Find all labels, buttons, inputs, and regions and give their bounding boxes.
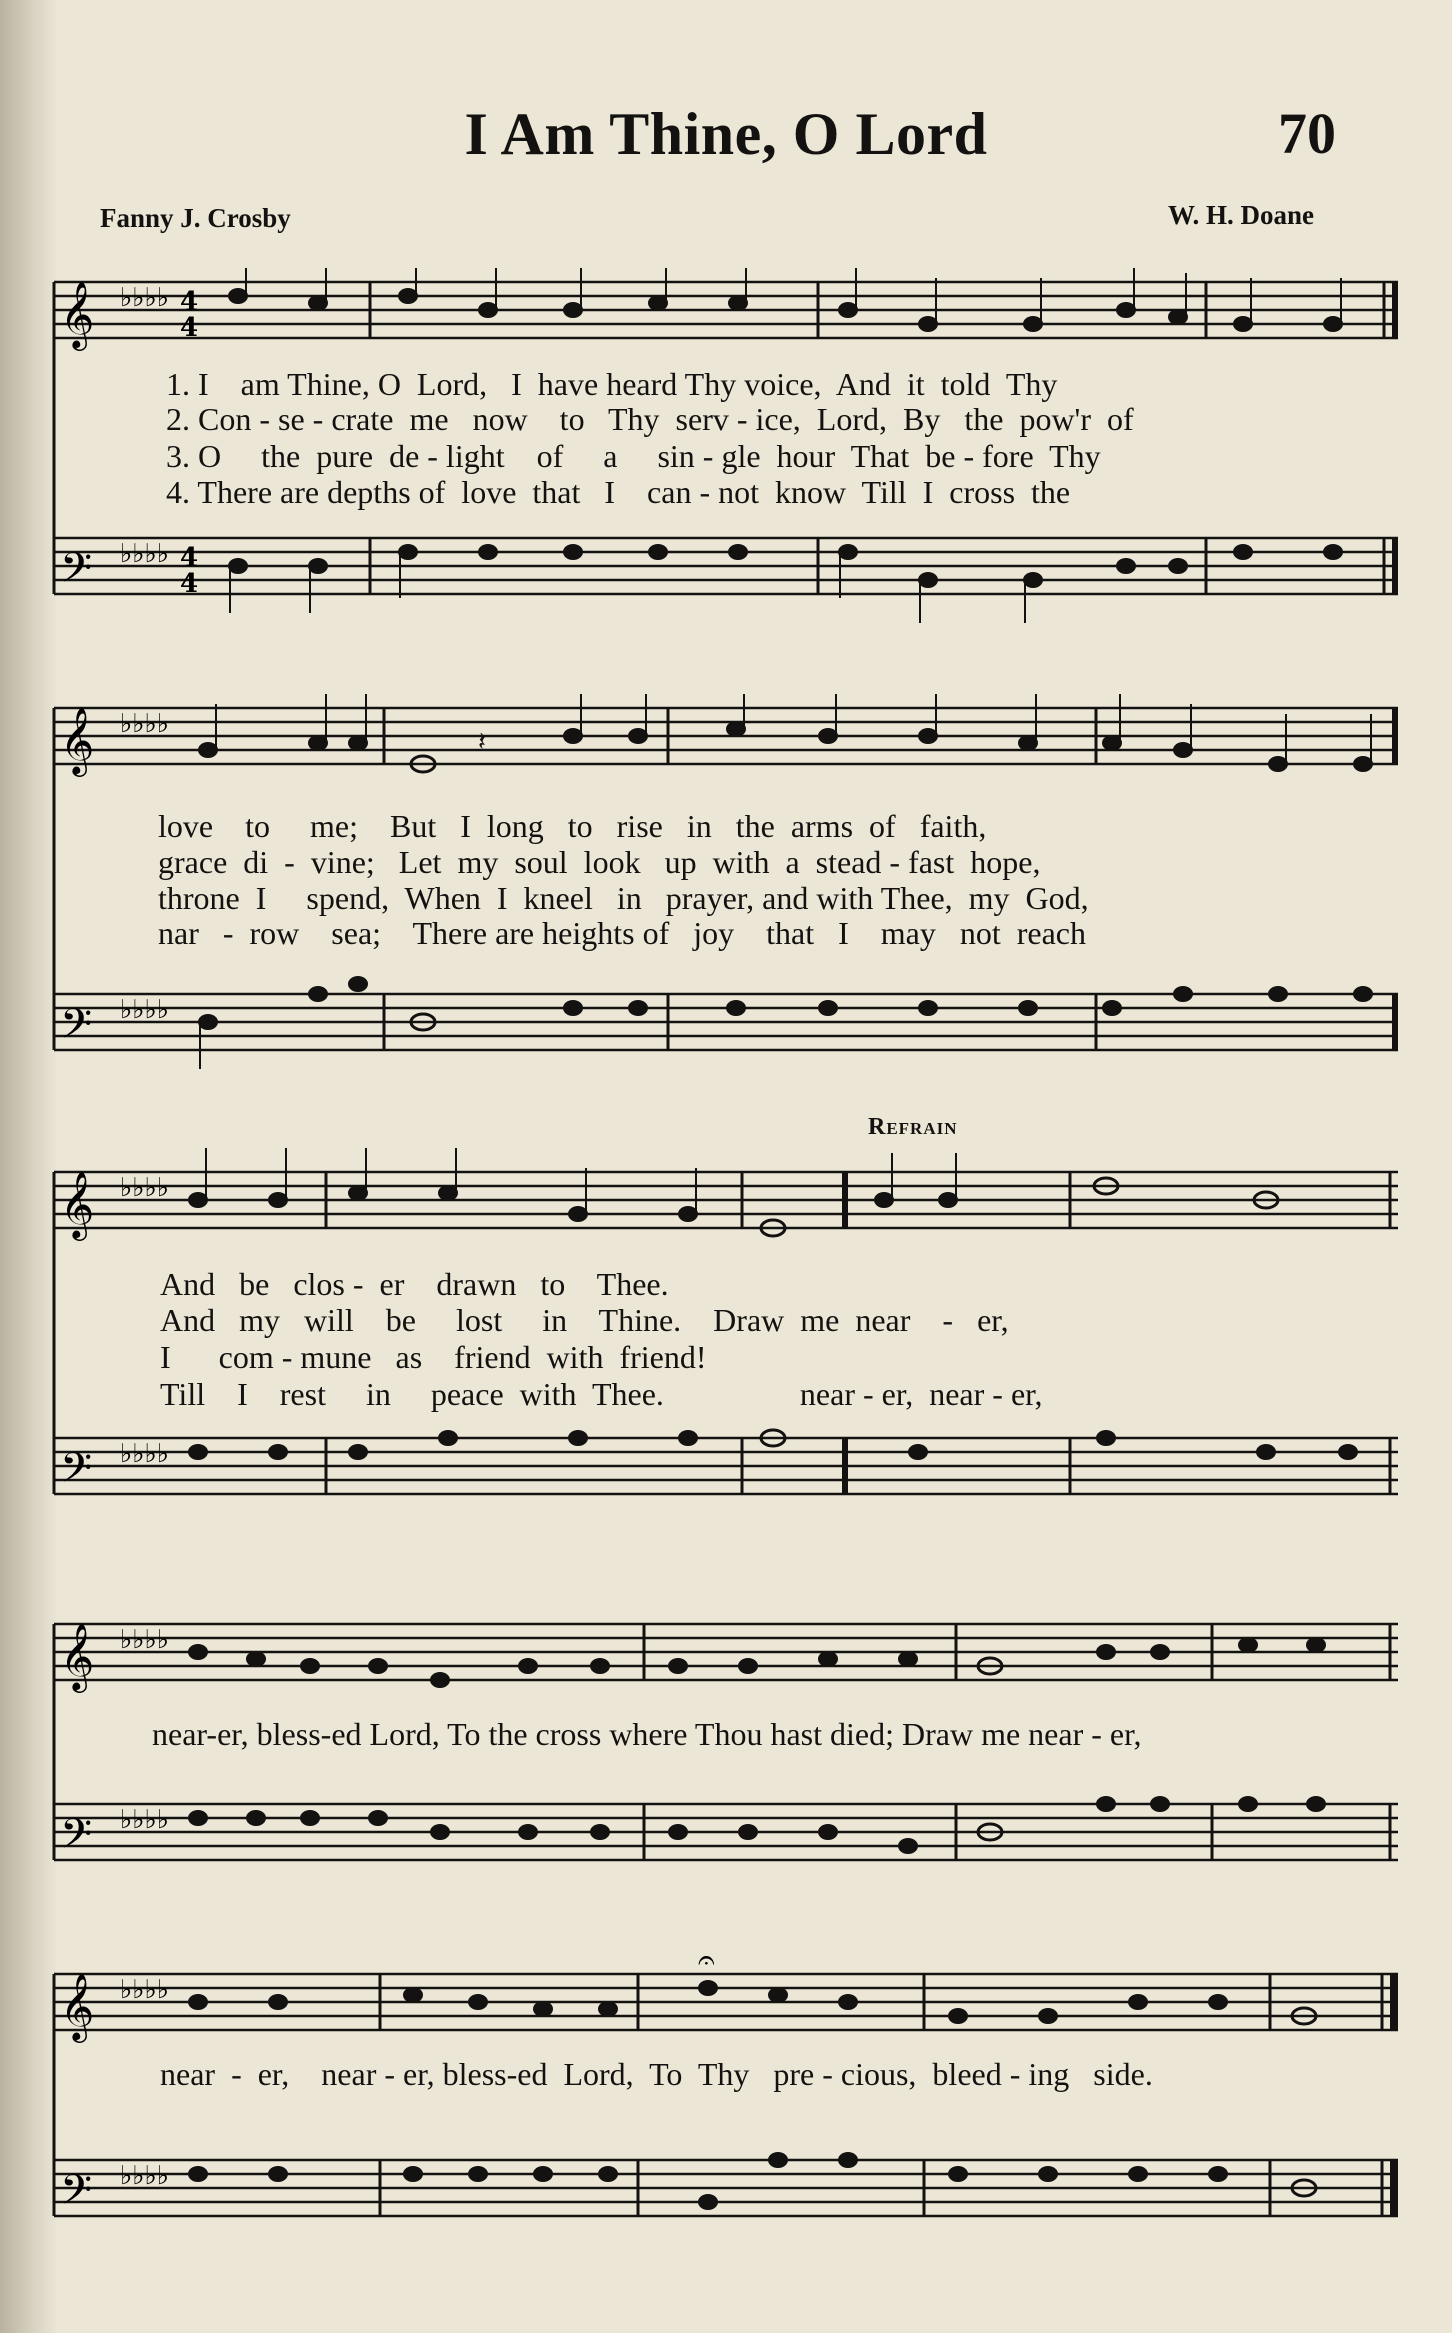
treble-clef-icon: 𝄞	[60, 1622, 95, 1690]
treble-staff-5	[48, 1930, 1408, 2310]
music-system-2	[48, 694, 1408, 1104]
flat-icon: ♭♭♭♭	[120, 1975, 170, 2005]
hymn-number: 70	[1278, 101, 1336, 166]
lyric-line-refrain: near-er, bless-ed Lord, To the cross where Thou hast died; Draw me near - er,	[152, 1716, 1142, 1752]
bass-clef-icon: 𝄢	[60, 1444, 93, 1502]
lyric-line-verse-2: 2. Con - se - crate me now to Thy serv - ice, Lord, By the pow'r of	[166, 401, 1134, 437]
fermata-icon: 𝄐	[698, 1943, 715, 1978]
music-system-5	[48, 1930, 1408, 2310]
lyric-line-verse-3: I com - mune as friend with friend!	[160, 1339, 707, 1375]
flat-icon: ♭♭♭♭	[120, 709, 170, 739]
lyric-line-refrain-end: near - er, near - er, bless-ed Lord, To Thy pre - cious, bleed - ing side.	[160, 2056, 1153, 2092]
lyric-line-verse-3: 3. O the pure de - light of a sin - gle hour That be - fore Thy	[166, 438, 1101, 474]
composer-credit: W. H. Doane	[1168, 200, 1315, 230]
svg-text:4: 4	[180, 287, 199, 317]
music-system-3	[48, 1148, 1408, 1548]
bass-clef-icon: 𝄢	[60, 1810, 93, 1868]
lyric-line-verse-4: 4. There are depths of love that I can - not know Till I cross the	[166, 474, 1071, 510]
lyric-line-verse-1: love to me; But I long to rise in the arms of faith,	[158, 808, 987, 844]
treble-clef-icon: 𝄞	[60, 1170, 95, 1238]
svg-text:𝄽: 𝄽	[478, 727, 486, 757]
flat-icon: ♭♭♭♭	[120, 539, 170, 569]
flat-icon: ♭♭♭♭	[120, 283, 170, 313]
hymn-title: I Am Thine, O Lord	[464, 101, 988, 167]
lyric-line-verse-1: And be clos - er drawn to Thee.	[160, 1266, 669, 1302]
lyric-line-verse-2: And my will be lost in Thine. Draw me near - er,	[160, 1302, 1009, 1338]
svg-text:4: 4	[180, 543, 199, 573]
flat-icon: ♭♭♭♭	[120, 1439, 170, 1469]
svg-text:4: 4	[180, 569, 199, 599]
lyric-line-verse-4: Till I rest in peace with Thee. near - er, near - er,	[160, 1376, 1043, 1412]
bass-clef-icon: 𝄢	[60, 1000, 93, 1058]
author-credit: Fanny J. Crosby	[100, 203, 291, 233]
flat-icon: ♭♭♭♭	[120, 995, 170, 1025]
refrain-label: Refrain	[868, 1114, 958, 1140]
treble-clef-icon: 𝄞	[60, 280, 95, 348]
lyric-line-verse-1: 1. I am Thine, O Lord, I have heard Thy voice, And it told Thy	[166, 366, 1058, 402]
svg-text:4: 4	[180, 313, 199, 343]
flat-icon: ♭♭♭♭	[120, 1805, 170, 1835]
treble-clef-icon: 𝄞	[60, 1972, 95, 2040]
treble-staff-4	[48, 1604, 1408, 1904]
bass-clef-icon: 𝄢	[60, 2166, 93, 2224]
treble-clef-icon: 𝄞	[60, 706, 95, 774]
lyric-line-verse-3: throne I spend, When I kneel in prayer, and with Thee, my God,	[158, 880, 1089, 916]
music-system-1	[48, 268, 1408, 658]
lyric-line-verse-2: grace di - vine; Let my soul look up with a stead - fast hope,	[158, 844, 1041, 880]
lyric-line-verse-4: nar - row sea; There are heights of joy that I may not reach	[158, 915, 1086, 951]
flat-icon: ♭♭♭♭	[120, 1625, 170, 1655]
flat-icon: ♭♭♭♭	[120, 1173, 170, 1203]
flat-icon: ♭♭♭♭	[120, 2161, 170, 2191]
bass-clef-icon: 𝄢	[60, 544, 93, 602]
music-system-4	[48, 1604, 1408, 1904]
